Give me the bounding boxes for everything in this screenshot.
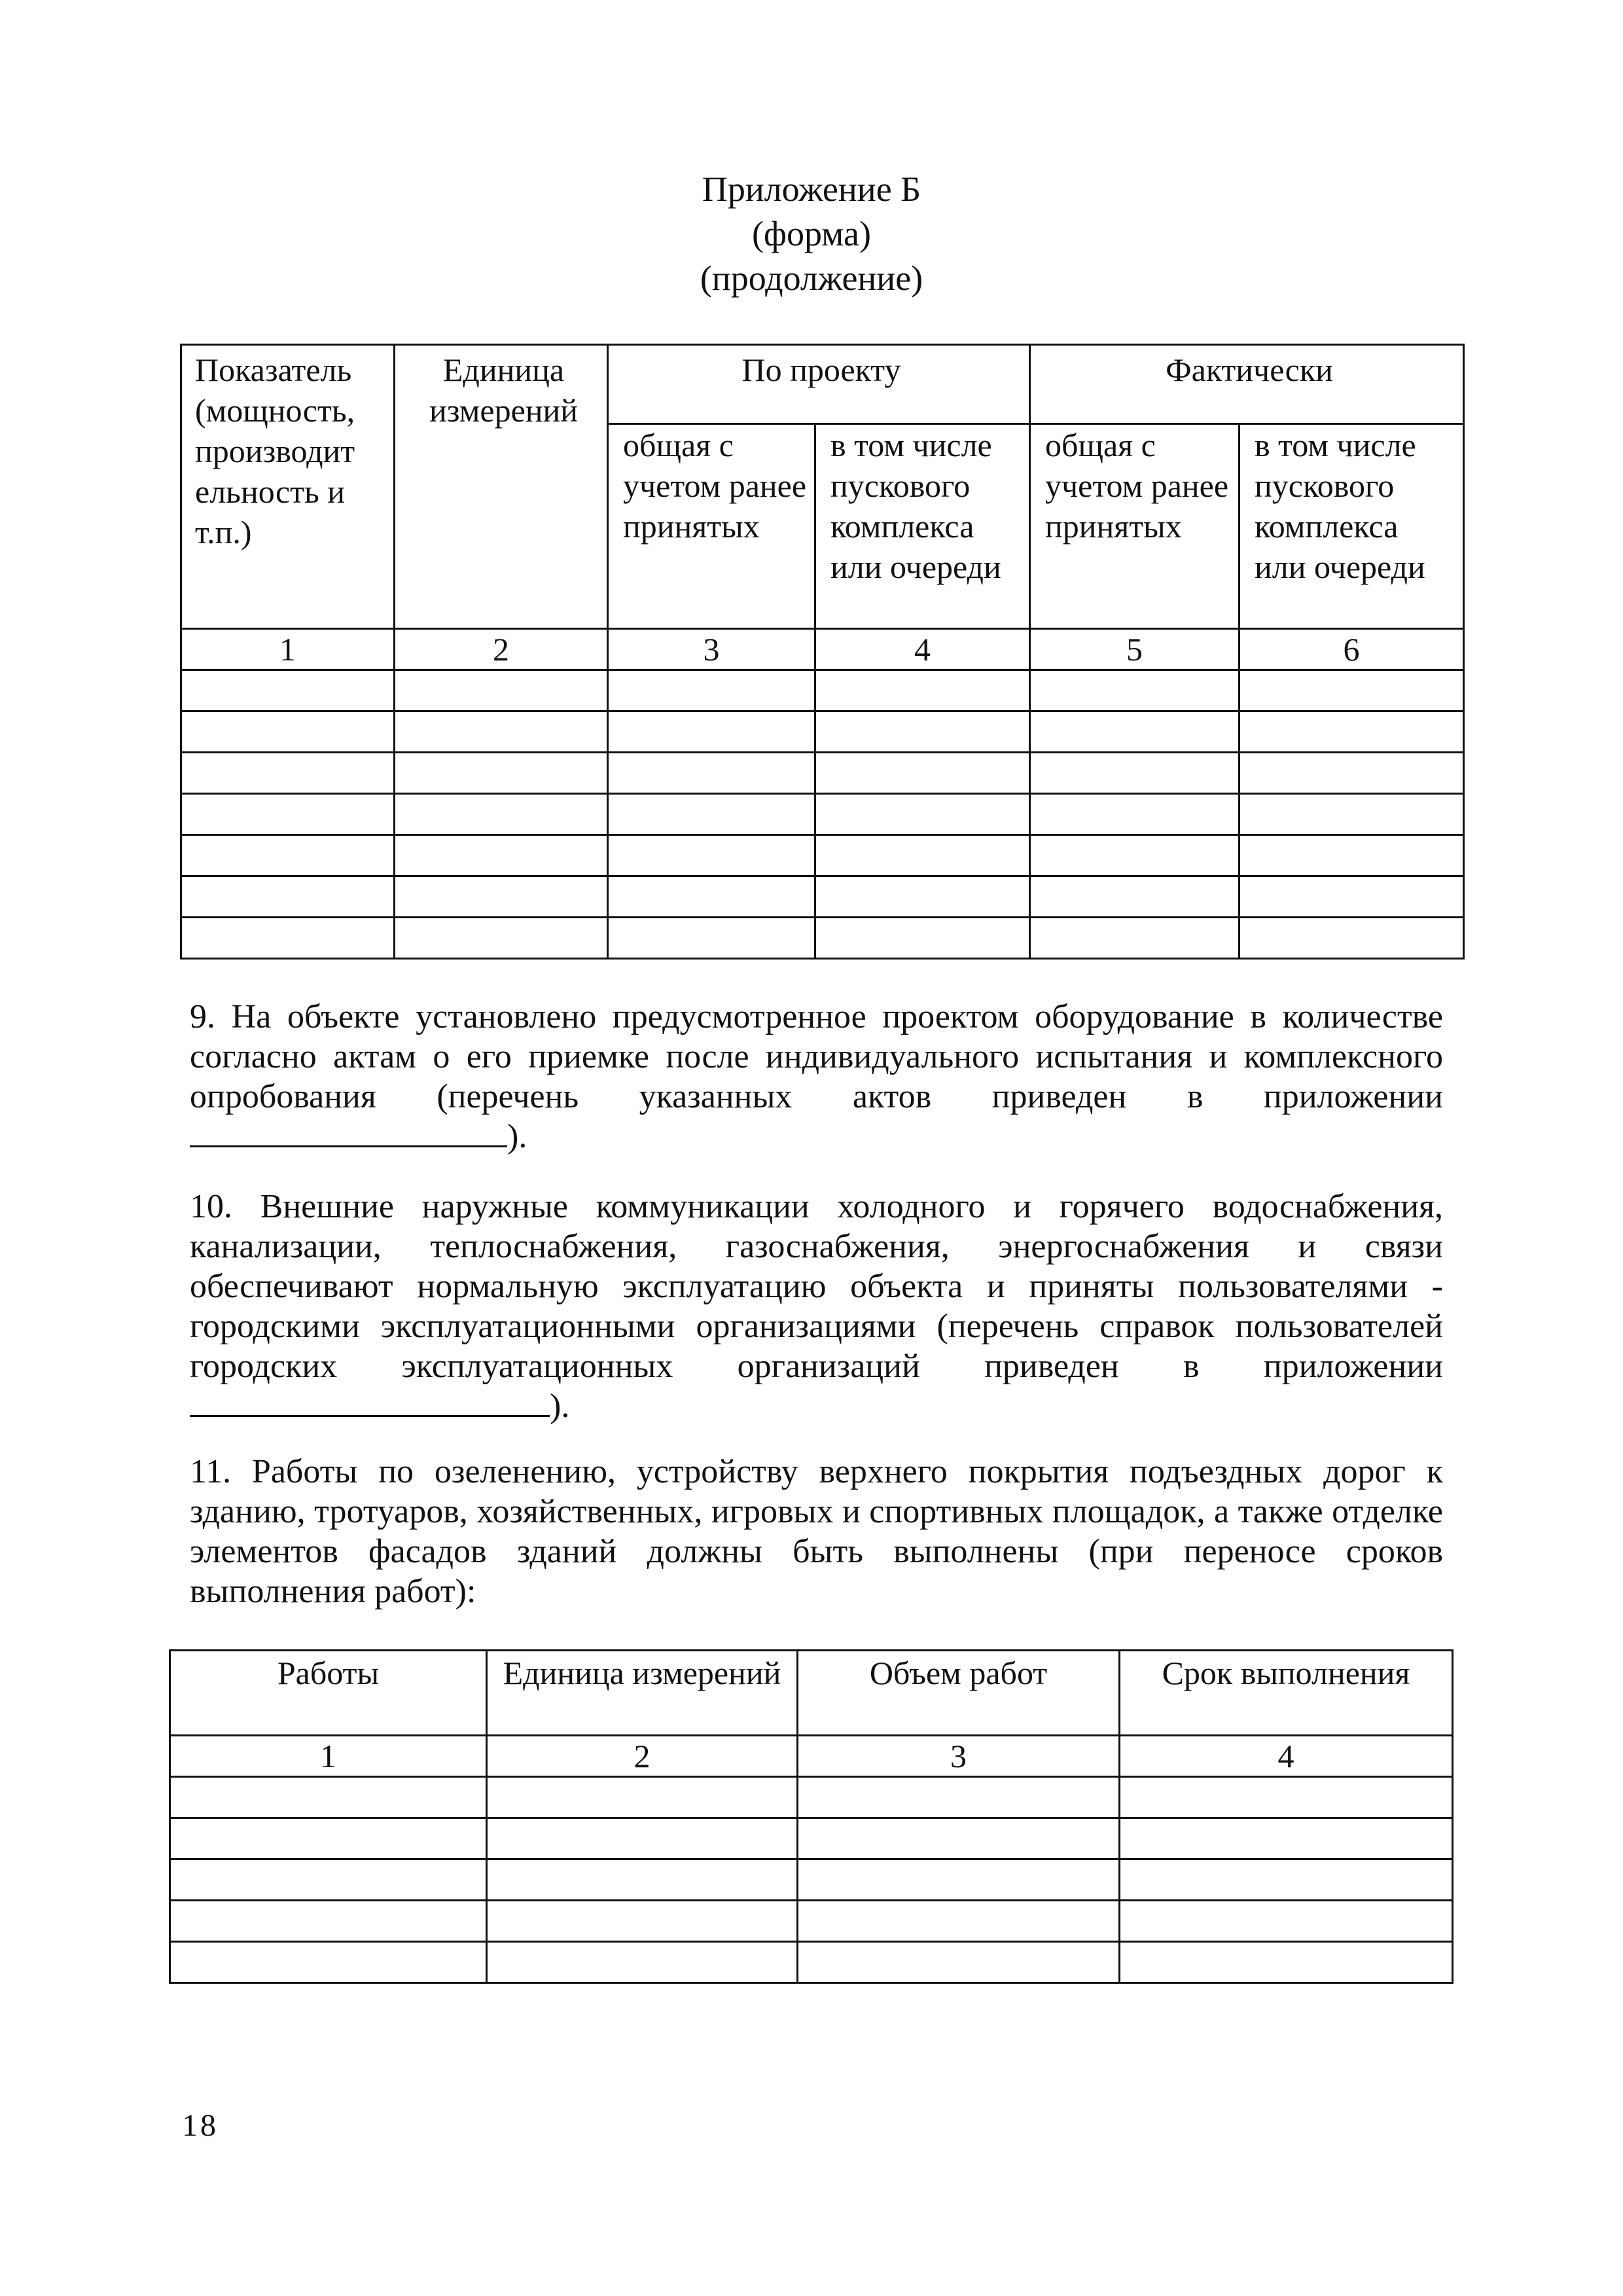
actual-startup-header: в том числе пускового комплекса или очереди xyxy=(1240,424,1464,629)
empty-cell[interactable] xyxy=(395,876,608,918)
unit-header: Единица измерений xyxy=(487,1651,798,1736)
volume-header: Объем работ xyxy=(798,1651,1120,1736)
empty-cell[interactable] xyxy=(1240,670,1464,711)
appendix-form-label: (форма) xyxy=(752,214,871,253)
paragraph-9-text: 9. На объекте установлено предусмотренное проектом оборудование в количестве согласно актам о его приемке после индивидуального испытания и комплексного опробования (перечень указанных актов приведен в приложении xyxy=(190,998,1443,1115)
works-table xyxy=(169,1649,1454,1984)
table-row xyxy=(181,670,1464,711)
empty-cell[interactable] xyxy=(487,1777,798,1818)
empty-cell[interactable] xyxy=(1120,1901,1453,1942)
empty-cell[interactable] xyxy=(487,1942,798,1983)
empty-cell[interactable] xyxy=(181,753,395,794)
column-number: 2 xyxy=(487,1736,798,1777)
empty-cell[interactable] xyxy=(487,1859,798,1901)
empty-cell[interactable] xyxy=(608,835,815,876)
paragraph-10-text: 10. Внешние наружные коммуникации холодного и горячего водоснабжения, канализации, теплоснабжения, газоснабжения, энергоснабжения и связи обеспечивают нормальную эксплуатацию объекта и приняты пользователями - городскими эксплуатационными организациями (перечень справок пользователей городских эксплуатационных организаций приведен в приложении xyxy=(190,1188,1443,1385)
empty-cell[interactable] xyxy=(1030,670,1240,711)
deadline-header: Срок выполнения xyxy=(1120,1651,1453,1736)
empty-cell[interactable] xyxy=(395,918,608,959)
appendix-title: Приложение Б xyxy=(702,170,921,209)
by-project-header: По проекту xyxy=(608,345,1030,424)
empty-cell[interactable] xyxy=(181,711,395,753)
project-total-header: общая с учетом ранее принятых xyxy=(608,424,815,629)
empty-cell[interactable] xyxy=(608,918,815,959)
empty-cell[interactable] xyxy=(1120,1818,1453,1859)
empty-cell[interactable] xyxy=(181,835,395,876)
empty-cell[interactable] xyxy=(815,918,1030,959)
empty-cell[interactable] xyxy=(1240,753,1464,794)
project-startup-header: в том числе пускового комплекса или очереди xyxy=(815,424,1030,629)
empty-cell[interactable] xyxy=(1240,918,1464,959)
empty-cell[interactable] xyxy=(170,1818,487,1859)
appendix-fill-in-line[interactable] xyxy=(190,1386,550,1417)
empty-cell[interactable] xyxy=(170,1942,487,1983)
empty-cell[interactable] xyxy=(815,753,1030,794)
actual-header: Фактически xyxy=(1030,345,1464,424)
empty-cell[interactable] xyxy=(1120,1859,1453,1901)
empty-cell[interactable] xyxy=(1030,835,1240,876)
empty-cell[interactable] xyxy=(1030,711,1240,753)
empty-cell[interactable] xyxy=(815,835,1030,876)
table-row xyxy=(170,1818,1453,1859)
empty-cell[interactable] xyxy=(1240,711,1464,753)
column-number: 5 xyxy=(1030,629,1240,670)
empty-cell[interactable] xyxy=(608,794,815,835)
column-number: 3 xyxy=(798,1736,1120,1777)
column-number-row xyxy=(181,629,1464,670)
table-row xyxy=(181,835,1464,876)
empty-cell[interactable] xyxy=(815,670,1030,711)
empty-cell[interactable] xyxy=(181,918,395,959)
table-row xyxy=(181,753,1464,794)
empty-cell[interactable] xyxy=(815,711,1030,753)
column-number: 4 xyxy=(815,629,1030,670)
table-row xyxy=(181,876,1464,918)
empty-cell[interactable] xyxy=(395,670,608,711)
empty-cell[interactable] xyxy=(1030,794,1240,835)
column-number: 3 xyxy=(608,629,815,670)
table-row xyxy=(170,1859,1453,1901)
table-row xyxy=(170,1777,1453,1818)
table-row xyxy=(181,794,1464,835)
empty-cell[interactable] xyxy=(815,794,1030,835)
table-row xyxy=(181,918,1464,959)
column-number: 1 xyxy=(181,629,395,670)
empty-cell[interactable] xyxy=(1240,835,1464,876)
table-row xyxy=(170,1942,1453,1983)
empty-cell[interactable] xyxy=(181,876,395,918)
empty-cell[interactable] xyxy=(1240,876,1464,918)
empty-cell[interactable] xyxy=(181,670,395,711)
empty-cell[interactable] xyxy=(608,670,815,711)
empty-cell[interactable] xyxy=(395,711,608,753)
empty-cell[interactable] xyxy=(798,1777,1120,1818)
empty-cell[interactable] xyxy=(170,1901,487,1942)
empty-cell[interactable] xyxy=(1030,753,1240,794)
empty-cell[interactable] xyxy=(1120,1942,1453,1983)
appendix-fill-in-line[interactable] xyxy=(190,1117,507,1147)
empty-cell[interactable] xyxy=(1030,918,1240,959)
capacity-table xyxy=(180,344,1465,960)
paragraph-9-end: ). xyxy=(507,1118,527,1155)
paragraph-9 xyxy=(190,997,1443,1157)
page-number: 18 xyxy=(182,2108,219,2143)
column-number: 4 xyxy=(1120,1736,1453,1777)
column-number: 1 xyxy=(170,1736,487,1777)
empty-cell[interactable] xyxy=(608,753,815,794)
empty-cell[interactable] xyxy=(181,794,395,835)
empty-cell[interactable] xyxy=(170,1859,487,1901)
unit-header: Единица измерений xyxy=(395,345,608,629)
paragraph-11: 11. Работы по озеленению, устройству верхнего покрытия подъездных дорог к зданию, тротуаров, хозяйственных, игровых и спортивных площадок, а также отделке элементов фасадов зданий должны быть выполнены (при переносе сроков выполнения работ): xyxy=(190,1453,1443,1610)
empty-cell[interactable] xyxy=(798,1942,1120,1983)
empty-cell[interactable] xyxy=(395,753,608,794)
empty-cell[interactable] xyxy=(1240,794,1464,835)
column-number: 6 xyxy=(1240,629,1464,670)
empty-cell[interactable] xyxy=(487,1901,798,1942)
empty-cell[interactable] xyxy=(487,1818,798,1859)
empty-cell[interactable] xyxy=(815,876,1030,918)
table-row xyxy=(170,1901,1453,1942)
appendix-header xyxy=(0,167,1623,300)
indicator-header: Показатель (мощность, производит ельность и т.п.) xyxy=(181,345,395,629)
column-number: 2 xyxy=(395,629,608,670)
works-header: Работы xyxy=(170,1651,487,1736)
column-number-row xyxy=(170,1736,1453,1777)
empty-cell[interactable] xyxy=(1030,876,1240,918)
empty-cell[interactable] xyxy=(798,1901,1120,1942)
empty-cell[interactable] xyxy=(798,1818,1120,1859)
paragraph-10 xyxy=(190,1187,1443,1426)
paragraph-10-end: ). xyxy=(550,1388,570,1425)
empty-cell[interactable] xyxy=(608,876,815,918)
empty-cell[interactable] xyxy=(395,835,608,876)
appendix-continuation-label: (продолжение) xyxy=(700,259,923,298)
empty-cell[interactable] xyxy=(170,1777,487,1818)
actual-total-header: общая с учетом ранее принятых xyxy=(1030,424,1240,629)
empty-cell[interactable] xyxy=(1120,1777,1453,1818)
table-row xyxy=(181,711,1464,753)
empty-cell[interactable] xyxy=(395,794,608,835)
empty-cell[interactable] xyxy=(798,1859,1120,1901)
empty-cell[interactable] xyxy=(608,711,815,753)
